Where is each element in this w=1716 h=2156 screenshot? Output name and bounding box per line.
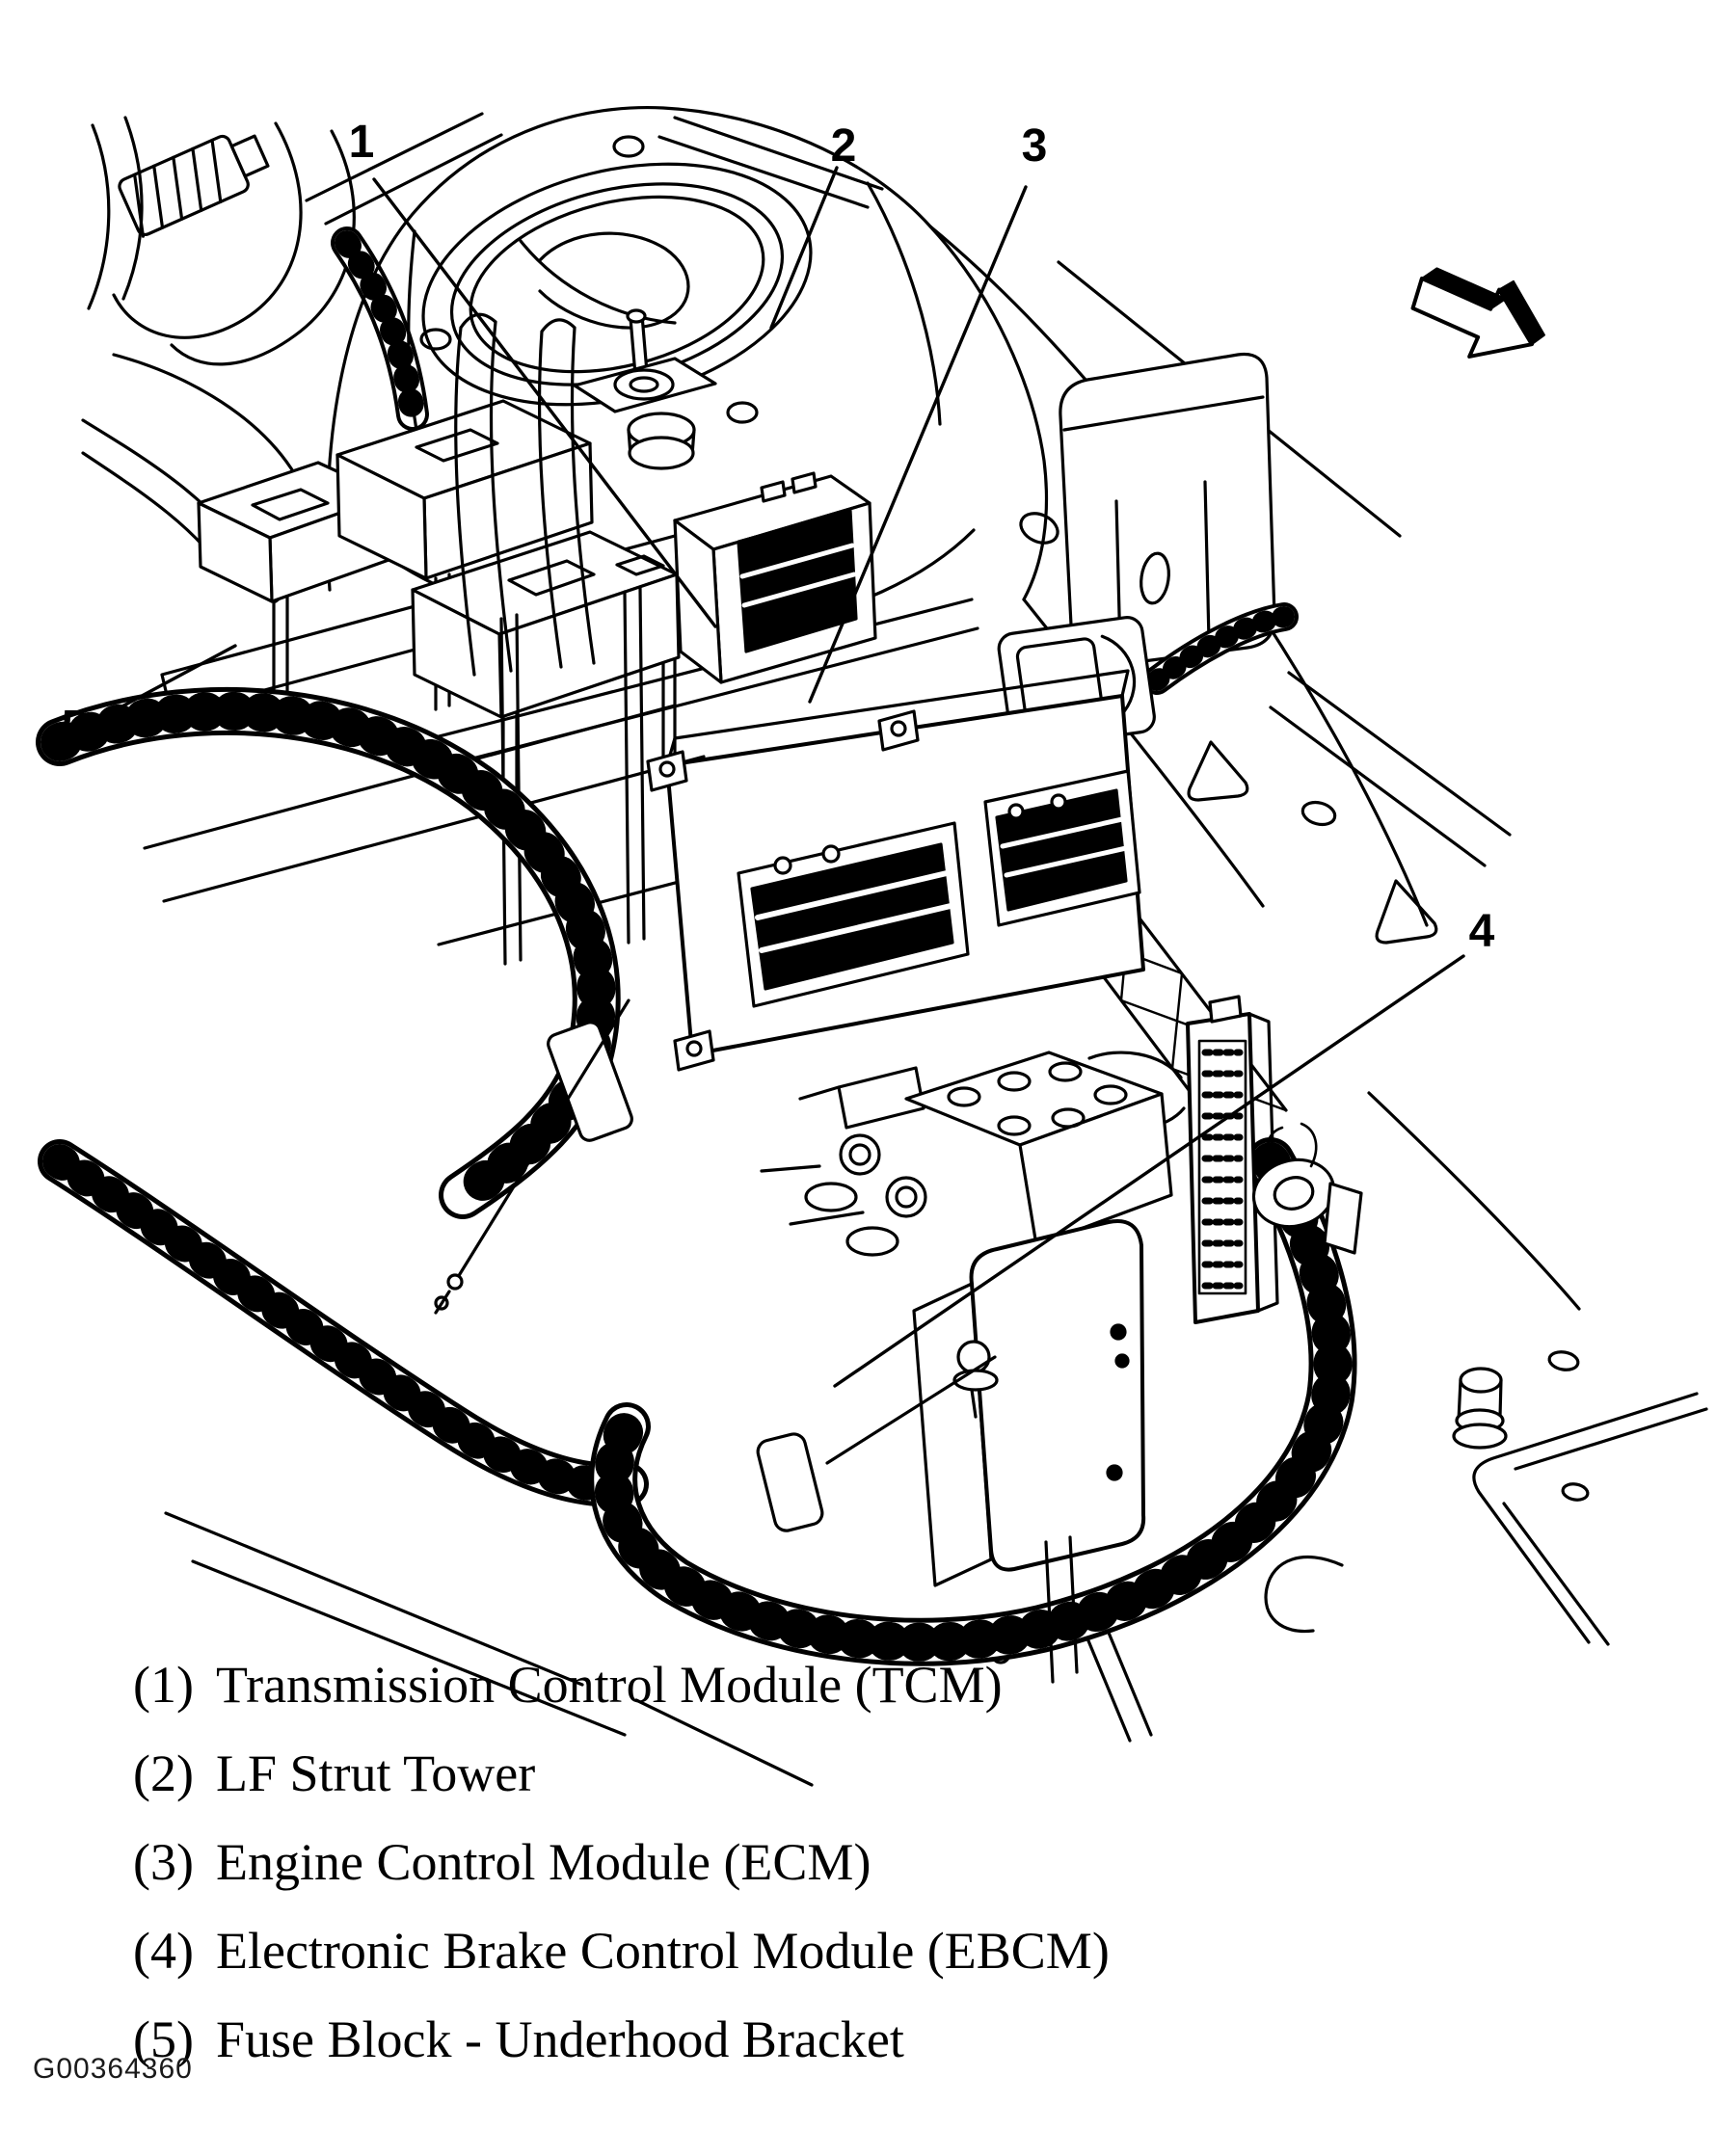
callout-4: 4 bbox=[1468, 906, 1495, 957]
legend-item-number: (5) bbox=[133, 2010, 194, 2068]
ecm-module bbox=[648, 671, 1143, 1070]
legend-item-number: (2) bbox=[133, 1744, 194, 1802]
legend-item-label: Engine Control Module (ECM) bbox=[216, 1833, 871, 1891]
legend-item-ecm bbox=[133, 1818, 1110, 1906]
figure-id: G00364360 bbox=[33, 2053, 193, 2085]
legend-item-label: Transmission Control Module (TCM) bbox=[216, 1656, 1003, 1714]
callout-1: 1 bbox=[348, 117, 375, 168]
legend-item-tcm bbox=[133, 1640, 1110, 1729]
callout-5: 5 bbox=[61, 702, 88, 753]
legend bbox=[133, 1640, 1110, 2084]
leader-line-3 bbox=[810, 187, 1026, 702]
legend-item-fuse-block bbox=[133, 1995, 1110, 2084]
legend-item-label: LF Strut Tower bbox=[216, 1744, 536, 1802]
callout-2: 2 bbox=[830, 120, 857, 172]
legend-item-number: (1) bbox=[133, 1656, 194, 1714]
callout-3: 3 bbox=[1021, 120, 1048, 172]
leader-line-4 bbox=[835, 956, 1463, 1386]
legend-item-strut-tower bbox=[133, 1729, 1110, 1818]
legend-item-ebcm bbox=[133, 1906, 1110, 1995]
legend-item-number: (4) bbox=[133, 1922, 194, 1980]
legend-item-label: Electronic Brake Control Module (EBCM) bbox=[216, 1922, 1110, 1980]
legend-item-label: Fuse Block - Underhood Bracket bbox=[216, 2010, 904, 2068]
direction-arrow-icon bbox=[1401, 247, 1560, 381]
legend-item-number: (3) bbox=[133, 1833, 194, 1891]
